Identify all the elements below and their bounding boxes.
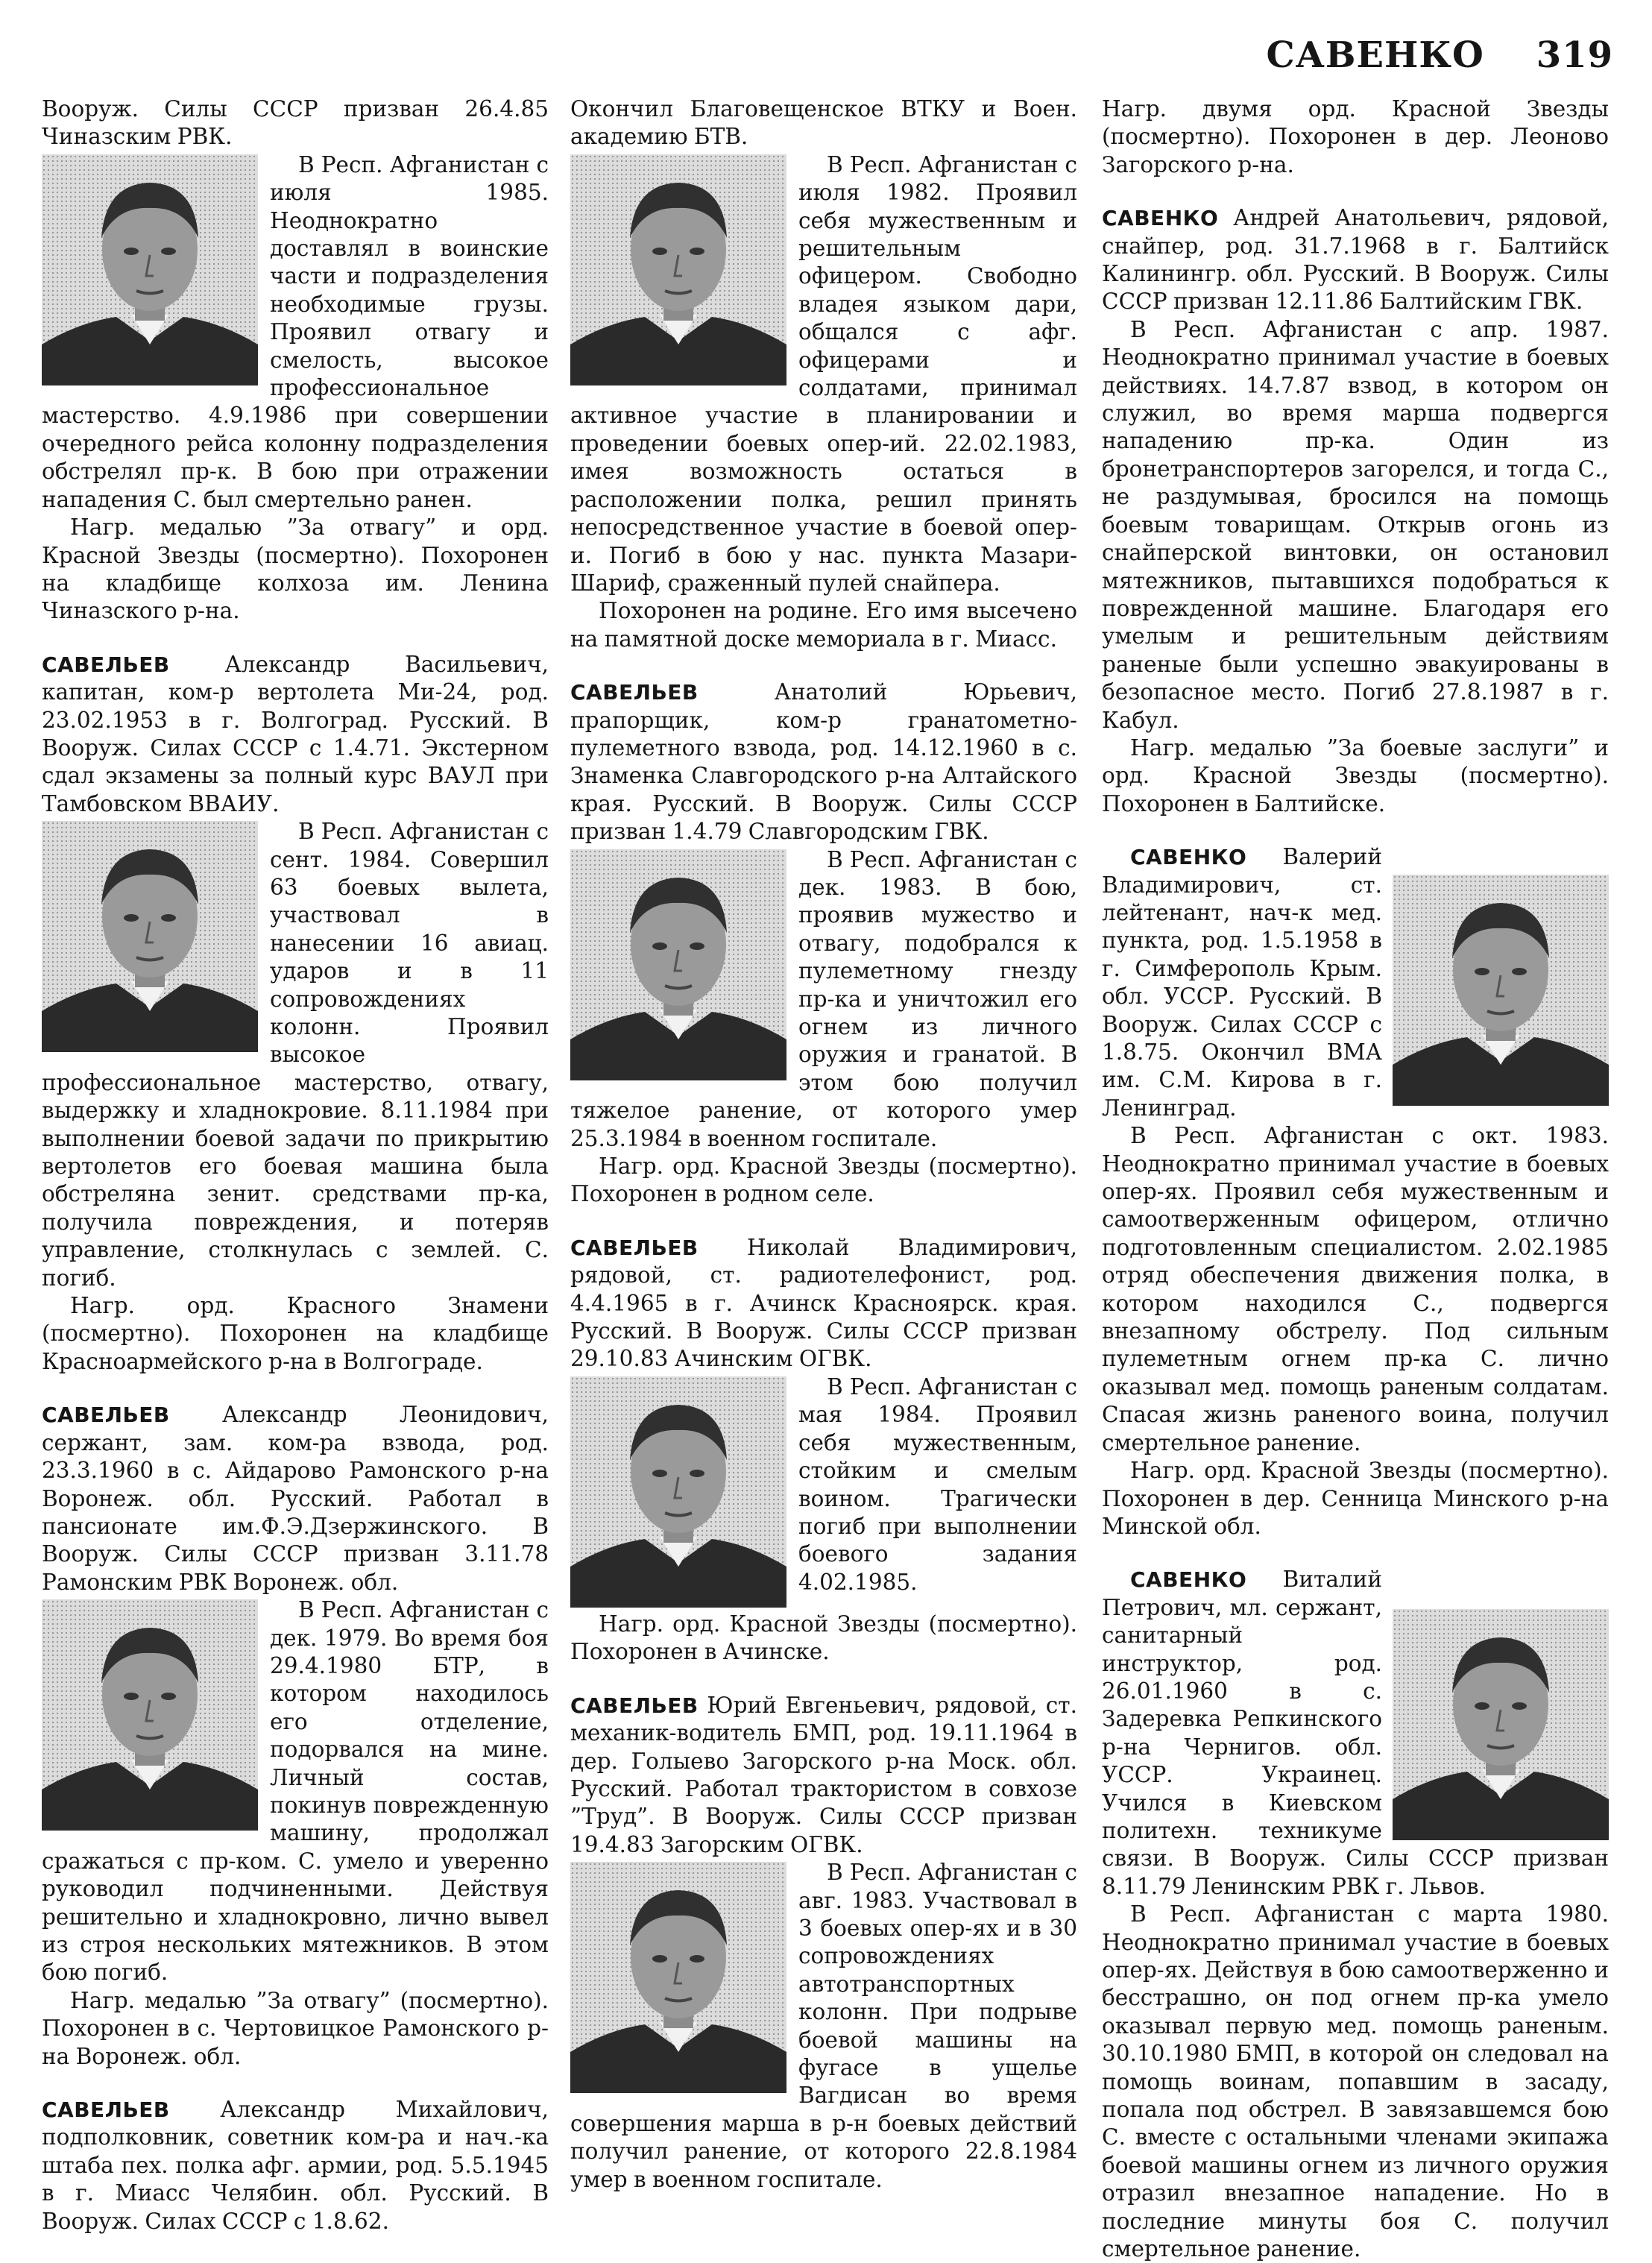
- entry-surname: САВЕНКО: [1130, 1567, 1247, 1593]
- paragraph: Нагр. орд. Красной Звезды (посмертно). Похоронен в дер. Сенница Минского р-на Минской обл.: [1102, 1458, 1609, 1539]
- paragraph: В Респ. Афганистан с июля 1982. Проявил себя мужественным и решительным офицером. Свободно владея языком дари, общался с афг. офицерами и солдатами, принимал активное участие в планировании и проведении боевых опер-ий. 22.02.1983, имея возможность остаться в расположении полка, решил принять непосредственное участие в боевой опер-и. Погиб в бою у нас. пункта Мазари-Шариф, сраженный пулей снайпера.: [570, 151, 1077, 596]
- entry-text: Николай Владимирович, рядовой, ст. радиотелефонист, род. 4.4.1965 в г. Ачинск Красноярск. края. Русский. В Вооруж. Силы СССР призван 29.10.83 Ачинским ОГВК.: [570, 1234, 1077, 1372]
- portrait-photo: [1393, 875, 1609, 1106]
- entry-surname: САВЕЛЬЕВ: [42, 652, 170, 677]
- entry-surname: САВЕНКО: [1102, 206, 1219, 231]
- portrait-photo: [1393, 1609, 1609, 1840]
- entry-surname: САВЕЛЬЕВ: [42, 2097, 170, 2123]
- entry-savelyev-alexander-v: [42, 651, 549, 1376]
- paragraph: Похоронен на родине. Его имя высечено на памятной доске мемориала в г. Миасс.: [570, 598, 1077, 652]
- entry-text: Юрий Евгеньевич, рядовой, ст. механик-водитель БМП, род. 19.11.1964 в дер. Голыево Загорского р-на Моск. обл. Русский. Работал трактористом в совхозе ”Труд”. В Вооруж. Силы СССР призван 19.4.83 Загорским ОГВК.: [570, 1692, 1077, 1857]
- paragraph: В Респ. Афганистан с апр. 1987. Неоднократно принимал участие в боевых действиях. 14.7.87 взвод, в котором он служил, во время марша подвергся нападению пр-ка. Один из бронетранспортеров загорелся, и тогда С., не раздумывая, бросился на помощь боевым товарищам. Открыв огонь из снайперской винтовки, он остановил мятежников, пытавшихся подобраться к поврежденной машине. Благодаря его умелым и решительным действиям раненые были успешно эвакуированы в безопасное место. Погиб 27.8.1987 в г. Кабул.: [1102, 316, 1609, 733]
- entry-text: Александр Михайлович, подполковник, советник ком-ра и нач.-ка штаба пех. полка афг. армии, род. 5.5.1945 в г. Миасс Челябин. обл. Русский. В Вооруж. Силах СССР с 1.8.62.: [42, 2097, 549, 2234]
- paragraph: Нагр. медалью ”За отвагу” и орд. Красной Звезды (посмертно). Похоронен на кладбище колхоза им. Ленина Чиназского р-на.: [42, 514, 549, 624]
- entry-heading: [570, 1234, 1077, 1373]
- entry-continued: [1102, 95, 1609, 179]
- paragraph: В Респ. Афганистан с июля 1985. Неоднократно доставлял в воинские части и подразделения необходимые грузы. Проявил отвагу и смелость, высокое профессиональное мастерство. 4.9.1986 при совершении очередного рейса колонну подразделения обстрелял пр-к. В бою при отражении нападения С. был смертельно ранен.: [42, 151, 549, 512]
- page-header: [1267, 34, 1613, 76]
- portrait-photo: [570, 849, 786, 1080]
- entry-text: Александр Леонидович, сержант, зам. ком-ра взвода, род. 23.3.1960 в с. Айдарово Рамонского р-на Воронеж. обл. Русский. Работал в пансионате им.Ф.Э.Дзержинского. В Вооруж. Силы СССР призван 3.11.78 Рамонским РВК Воронеж. обл.: [42, 1402, 549, 1595]
- entry-text: Андрей Анатольевич, рядовой, снайпер, род. 31.7.1968 в г. Балтийск Калинингр. обл. Русский. В Вооруж. Силы СССР призван 12.11.86 Балтийским ГВК.: [1102, 205, 1609, 315]
- portrait-photo: [570, 1862, 786, 2093]
- paragraph: Нагр. орд. Красной Звезды (посмертно). Похоронен в Ачинске.: [570, 1611, 1077, 1665]
- paragraph: Нагр. медалью ”За отвагу” (посмертно). Похоронен в с. Чертовицкое Рамонского р-на Воронеж. обл.: [42, 1987, 549, 2069]
- entry-savelyev-nikolay: [570, 1234, 1077, 1666]
- entry-continued: [570, 95, 1077, 653]
- entry-heading: [42, 651, 549, 818]
- entry-surname: САВЕЛЬЕВ: [42, 1403, 170, 1428]
- page-number: 319: [1536, 34, 1613, 76]
- paragraph: Нагр. орд. Красного Знамени (посмертно). Похоронен на кладбище Красноармейского р-на в Волгограде.: [42, 1293, 549, 1374]
- running-head: САВЕНКО: [1266, 34, 1484, 76]
- paragraph: В Респ. Афганистан с дек. 1983. В бою, проявив мужество и отвагу, подобрался к пулеметному гнезду пр-ка и уничтожил его огнем из личного оружия и гранатой. В этом бою получил тяжелое ранение, от которого умер 25.3.1984 в военном госпитале.: [570, 846, 1077, 1151]
- entry-heading: [570, 679, 1077, 846]
- entry-savelyev-yuri: [570, 1692, 1077, 2194]
- column-1: [42, 95, 549, 2235]
- paragraph: Нагр. медалью ”За боевые заслуги” и орд. Красной Звезды (посмертно). Похоронен в Балтийске.: [1102, 734, 1609, 816]
- paragraph: Окончил Благовещенское ВТКУ и Воен. академию БТВ.: [570, 96, 1077, 150]
- entry-heading: [42, 2096, 549, 2235]
- entry-heading: [1102, 204, 1609, 316]
- paragraph: В Респ. Афганистан с сент. 1984. Совершил 63 боевых вылета, участвовал в нанесении 16 авиац. ударов и в 11 сопровождениях колонн. Проявил высокое профессиональное мастерство, отвагу, выдержку и хладнокровие. 8.11.1984 при выполнении боевой задачи по прикрытию вертолетов его боевая машина была обстреляна зенит. средствами пр-ка, получила повреждения, и потеряв управление, столкнулась с землей. С. погиб.: [42, 819, 549, 1291]
- paragraph: В Респ. Афганистан с дек. 1979. Во время боя 29.4.1980 БТР, в котором находилось его отделение, подорвался на мине. Личный состав, покинув поврежденную машину, продолжал сражаться с пр-ком. С. умело и уверенно руководил подчиненными. Действуя решительно и хладнокровно, лично вывел из строя нескольких мятежников. В этом бою погиб.: [42, 1597, 549, 1986]
- portrait-photo: [42, 154, 258, 385]
- paragraph: Нагр. двумя орд. Красной Звезды (посмертно). Похоронен в дер. Леоново Загорского р-на.: [1102, 96, 1609, 177]
- paragraph: Вооруж. Силы СССР призван 26.4.85 Чиназским РВК.: [42, 96, 549, 150]
- entry-text: Виталий Петрович, мл. сержант, санитарный инструктор, род. 26.01.1960 в с. Задеревка Репкинского р-на Чернигов. обл. УССР. Украинец. Учился в Киевском политехн. техникуме связи. В Вооруж. Силы СССР призван 8.11.79 Ленинским РВК г. Львов.: [1102, 1567, 1609, 1899]
- entry-savelyev-alexander-m: [42, 2096, 549, 2235]
- entry-savenko-vitaly: [1102, 1566, 1609, 2263]
- column-2: [570, 95, 1077, 2194]
- entry-text: Александр Васильевич, капитан, ком-р вертолета Ми-24, род. 23.02.1953 в г. Волгоград. Русский. В Вооруж. Силах СССР с 1.4.71. Экстерном сдал экзамены за полный курс ВАУЛ при Тамбовском ВВАИУ.: [42, 651, 549, 816]
- entry-savenko-valery: [1102, 843, 1609, 1540]
- entry-surname: САВЕЛЬЕВ: [570, 1693, 699, 1718]
- paragraph: В Респ. Афганистан с мая 1984. Проявил себя мужественным, стойким и смелым воином. Трагически погиб при выполнении боевого задания 4.02.1985.: [798, 1373, 1077, 1595]
- entry-text: Валерий Владимирович, ст. лейтенант, нач-к мед. пункта, род. 1.5.1958 в г. Симферополь Крым. обл. УССР. Русский. В Вооруж. Силах СССР с 1.8.75. Окончил ВМА им. С.М. Кирова в г. Ленинград.: [1102, 844, 1382, 1121]
- paragraph: В Респ. Афганистан с авг. 1983. Участвовал в 3 боевых опер-ях и в 30 сопровождениях автотранспортных колонн. При подрыве боевой машины на фугасе в ущелье Вагдисан во время совершения марша в р-н боевых действий получил ранение, от которого 22.8.1984 умер в военном госпитале.: [570, 1860, 1077, 2192]
- entry-savelyev-alexander-l: [42, 1401, 549, 2071]
- portrait-photo: [42, 821, 258, 1052]
- entry-savelyev-anatoly: [570, 679, 1077, 1209]
- paragraph: Нагр. орд. Красной Звезды (посмертно). Похоронен в родном селе.: [570, 1153, 1077, 1207]
- paragraph: В Респ. Афганистан с окт. 1983. Неоднократно принимал участие в боевых опер-ях. Проявил себя мужественным и самоотверженным офицером, отлично подготовленным специалистом. 2.02.1985 отряд обеспечения движения полка, в котором находился С., подвергся внезапному обстрелу. Под сильным пулеметным огнем пр-ка С. лично оказывал мед. помощь раненым солдатам. Спасая жизнь раненого воина, получил смертельное ранение.: [1102, 1123, 1609, 1455]
- entry-savenko-andrey: [1102, 204, 1609, 818]
- portrait-photo: [570, 154, 786, 385]
- column-3: [1102, 95, 1609, 2263]
- entry-surname: САВЕЛЬЕВ: [570, 1235, 699, 1260]
- entry-text: Анатолий Юрьевич, прапорщик, ком-р гранатометно-пулеметного взвода, род. 14.12.1960 в с. Знаменка Славгородского р-на Алтайского края. Русский. В Вооруж. Силы СССР призван 1.4.79 Славгородским ГВК.: [570, 679, 1077, 845]
- portrait-photo: [570, 1376, 786, 1608]
- entry-surname: САВЕНКО: [1130, 845, 1247, 870]
- paragraph: В Респ. Афганистан с марта 1980. Неоднократно принимал участие в боевых опер-ях. Действуя в бою самоотверженно и бесстрашно, он под огнем пр-ка умело оказывал первую мед. помощь раненым. 30.10.1980 БМП, в которой он следовал на помощь воинам, попавшим в засаду, попала под обстрел. В завязавшемся бою С. вместе с остальными членами экипажа боевой машины огнем из личного оружия отразил внезапное нападение. Но в последние минуты боя С. получил смертельное ранение.: [1102, 1901, 1609, 2262]
- entry-heading: [570, 1692, 1077, 1859]
- entry-surname: САВЕЛЬЕВ: [570, 680, 699, 705]
- entry-heading: [42, 1401, 549, 1596]
- entry-continued: [42, 95, 549, 626]
- portrait-photo: [42, 1599, 258, 1831]
